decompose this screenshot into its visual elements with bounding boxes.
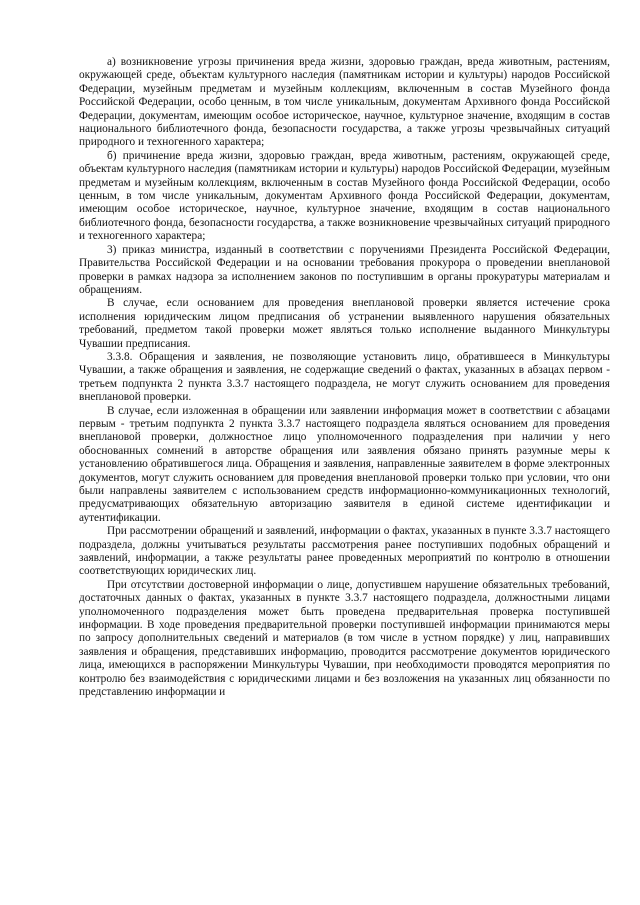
paragraph-deadline-case: В случае, если основанием для проведения внеплановой проверки является истечение срока исполнения юридическим лицом предписания об устранении выявленного нарушения обязательных требований, предметом такой проверки может являться только исполнение выданного Минкультуры Чувашии предписания. <box>79 297 610 350</box>
paragraph-item-3: 3) приказ министра, изданный в соответствии с поручениями Президента Российской Федерации, Правительства Российской Федерации и на основании требования прокурора о проведении внеплановой проверки в рамках надзора за исполнением законов по поступившим в органы прокуратуры материалам и обращениям. <box>79 243 610 296</box>
paragraph-consideration: При рассмотрении обращений и заявлений, информации о фактах, указанных в пункте 3.3.7 настоящего подраздела, должны учитываться результаты рассмотрения ранее поступивших подобных обращений и заявлений, информации, а также результаты ранее проведенных мероприятий по контролю в отношении соответствующих юридических лиц. <box>79 525 610 578</box>
document-page <box>79 56 610 700</box>
paragraph-item-a: а) возникновение угрозы причинения вреда жизни, здоровью граждан, вреда животным, растениям, окружающей среде, объектам культурного наследия (памятникам истории и культуры) народов Российской Федерации, музейным предметам и музейным коллекциям, включенным в состав Музейного фонда Российской Федерации, особо ценным, в том числе уникальным, документам Архивного фонда Российской Федерации, документам, имеющим особое историческое, научное, культурное значение, входящим в состав национального библиотечного фонда, безопасности государства, а также угрозы чрезвычайных ситуаций природного и техногенного характера; <box>79 56 610 149</box>
paragraph-information-case: В случае, если изложенная в обращении или заявлении информация может в соответствии с абзацами первым - третьим подпункта 2 пункта 3.3.7 настоящего подраздела являться основанием для проведения внеплановой проверки, должностное лицо уполномоченного подразделения при наличии у него обоснованных сомнений в авторстве обращения или заявления обязано принять разумные меры к установлению обратившегося лица. Обращения и заявления, направленные заявителем в форме электронных документов, могут служить основанием для проведения внеплановой проверки только при условии, что они были направлены заявителем с использованием средств информационно-коммуникационных технологий, предусматривающих обязательную авторизацию заявителя в единой системе идентификации и аутентификации. <box>79 404 610 524</box>
paragraph-section-3-3-8: 3.3.8. Обращения и заявления, не позволяющие установить лицо, обратившееся в Минкультуры Чувашии, а также обращения и заявления, не содержащие сведений о фактах, указанных в абзацах первом - третьем подпункта 2 пункта 3.3.7 настоящего подраздела, не могут служить основанием для проведения внеплановой проверки. <box>79 350 610 404</box>
paragraph-item-b: б) причинение вреда жизни, здоровью граждан, вреда животным, растениям, окружающей среде, объектам культурного наследия (памятникам истории и культуры) народов Российской Федерации, музейным предметам и музейным коллекциям, включенным в состав Музейного фонда Российской Федерации, особо ценным, в том числе уникальным, документам Архивного фонда Российской Федерации, документам, имеющим особое историческое, научное, культурное значение, входящим в состав национального библиотечного фонда, безопасности государства, а также возникновение чрезвычайных ситуаций природного и техногенного характера; <box>79 149 610 243</box>
paragraph-preliminary-check: При отсутствии достоверной информации о лице, допустившем нарушение обязательных требований, достаточных данных о фактах, указанных в пункте 3.3.7 настоящего подраздела, должностными лицами уполномоченного подразделения может быть проведена предварительная проверка поступившей информации. В ходе проведения предварительной проверки поступившей информации принимаются меры по запросу дополнительных сведений и материалов (в том числе в устном порядке) у лиц, направивших заявления и обращения, представивших информацию, проводится рассмотрение документов юридического лица, имеющихся в распоряжении Минкультуры Чувашии, при необходимости проводятся мероприятия по контролю без взаимодействия с юридическими лицами и без возложения на указанных лиц обязанности по представлению информации и <box>79 578 610 699</box>
